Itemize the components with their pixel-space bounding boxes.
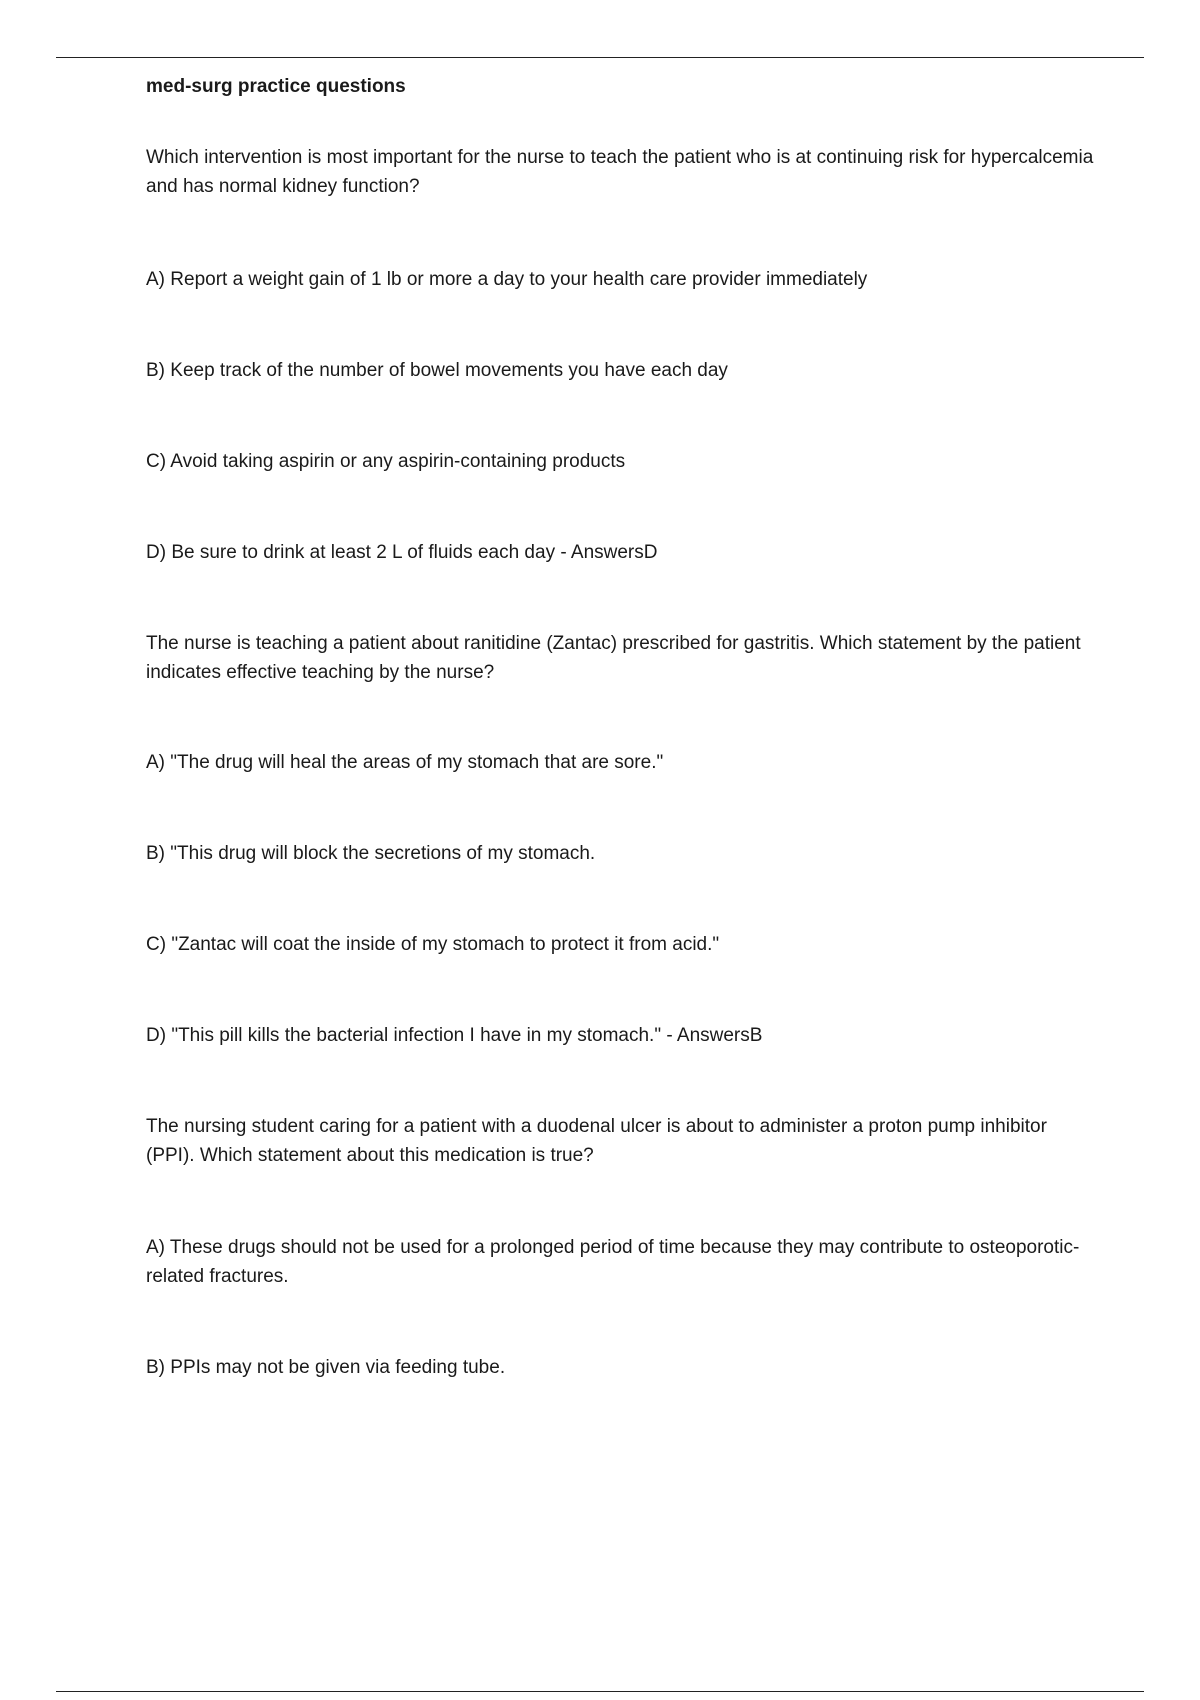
page-top-rule [56,57,1144,58]
question-1-stem: Which intervention is most important for the nurse to teach the patient who is at continuing risk for hypercalcemia and has normal kidney function? [146,147,1094,197]
question-1-option-d: D) Be sure to drink at least 2 L of fluids each day - AnswersD [146,542,658,563]
document-title: med-surg practice questions [146,76,406,97]
question-2-option-c: C) "Zantac will coat the inside of my stomach to protect it from acid." [146,934,720,955]
question-3-option-a: A) These drugs should not be used for a prolonged period of time because they may contribute to osteoporotic-related fractures. [146,1237,1080,1287]
question-2-option-a: A) "The drug will heal the areas of my stomach that are sore." [146,752,664,773]
question-2-stem: The nurse is teaching a patient about ranitidine (Zantac) prescribed for gastritis. Which statement by the patient indicates effective teaching by the nurse? [146,633,1081,683]
question-3-option-b: B) PPIs may not be given via feeding tube. [146,1357,506,1378]
question-3-stem: The nursing student caring for a patient with a duodenal ulcer is about to administer a proton pump inhibitor (PPI). Which statement about this medication is true? [146,1116,1047,1166]
question-1-option-a: A) Report a weight gain of 1 lb or more a day to your health care provider immediately [146,269,868,290]
question-1-option-b: B) Keep track of the number of bowel movements you have each day [146,360,728,381]
question-1-option-c: C) Avoid taking aspirin or any aspirin-containing products [146,451,626,472]
question-2-option-d: D) "This pill kills the bacterial infection I have in my stomach." - AnswersB [146,1025,763,1046]
page-bottom-rule [56,1691,1144,1692]
question-2-option-b: B) "This drug will block the secretions of my stomach. [146,843,596,864]
